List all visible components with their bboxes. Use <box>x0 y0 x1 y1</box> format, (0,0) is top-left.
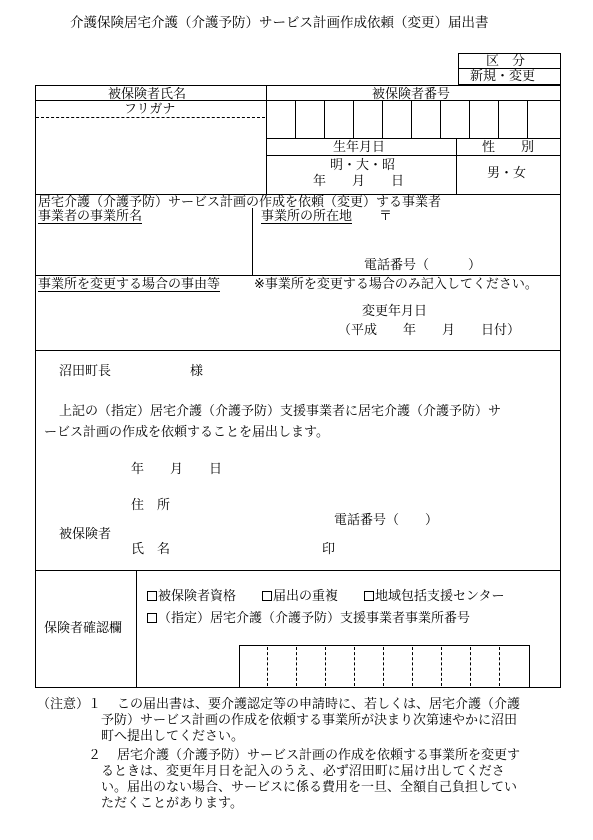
note-1-line-1: この届出書は、要介護認定等の申請時に、若しくは、居宅介護（介護 <box>117 697 521 712</box>
insured-number-field[interactable] <box>267 101 560 137</box>
checkbox-icon[interactable] <box>147 591 157 601</box>
office-address-label: 事業所の所在地 <box>261 209 353 224</box>
declarant-phone[interactable]: 電話番号（ ） <box>334 513 439 528</box>
postal-mark: 〒 <box>379 209 393 224</box>
check-support-center[interactable]: 地域包括支援センター <box>364 590 504 603</box>
note-1-line-2: 予防）サービス計画の作成を依頼する事業所が決まり次第速やかに沼田 <box>101 713 518 728</box>
category-label: 区 分 <box>486 54 526 69</box>
address-label: 住 所 <box>131 498 171 513</box>
checkbox-icon[interactable] <box>147 613 157 623</box>
note-2-line-4: ただくことがあります。 <box>101 796 243 811</box>
era-options[interactable]: 明・大・昭 <box>330 158 396 173</box>
note-2-line-3: い。届出のない場合、サービスに係る費用を一旦、全額自己負担してい <box>101 780 518 795</box>
category-value[interactable]: 新規・変更 <box>470 69 536 84</box>
note-1-number: １ <box>88 697 102 712</box>
sex-label: 性 別 <box>482 140 535 155</box>
addressee: 沼田町長 <box>59 364 112 379</box>
declarant-name-label: 氏 名 <box>131 542 171 557</box>
check-duplicate[interactable]: 届出の重複 <box>262 590 338 603</box>
main-table-top <box>35 85 561 86</box>
confirm-label: 保険者確認欄 <box>44 621 123 636</box>
insured-number-label: 被保険者番号 <box>372 87 451 102</box>
furigana-label: フリガナ <box>124 102 176 117</box>
insured-label: 被保険者 <box>59 527 112 542</box>
form-title: 介護保険居宅介護（介護予防）サービス計画作成依頼（変更）届出書 <box>70 15 489 31</box>
insured-name-label: 被保険者氏名 <box>108 87 187 102</box>
change-reason-field[interactable] <box>37 295 337 347</box>
change-reason-label: 事業所を変更する場合の事由等 <box>38 277 221 292</box>
check-insured-qualification[interactable]: 被保険者資格 <box>147 590 236 603</box>
declaration-line-1: 上記の（指定）居宅介護（介護予防）支援事業者に居宅介護（介護予防）サ <box>59 404 502 419</box>
sex-options[interactable]: 男・女 <box>487 166 527 181</box>
change-date-value[interactable]: （平成 年 月 日付） <box>338 323 521 338</box>
birth-date-label: 生年月日 <box>333 140 386 155</box>
seal-mark: 印 <box>322 542 336 557</box>
check-provider-number[interactable]: （指定）居宅介護（介護予防）支援事業者事業所番号 <box>147 612 470 625</box>
note-1-line-3: 町へ提出してください。 <box>101 729 245 744</box>
provider-heading: 居宅介護（介護予防）サービス計画の作成を依頼（変更）する事業者 <box>38 195 442 210</box>
checkbox-icon[interactable] <box>262 591 272 601</box>
declaration-date[interactable]: 年 月 日 <box>131 462 223 477</box>
birth-date-ymd[interactable]: 年 月 日 <box>313 174 405 189</box>
office-address-field[interactable] <box>254 225 559 255</box>
notes-label: （注意） <box>37 697 90 712</box>
declaration-line-2: ービス計画の作成を依頼することを届出します。 <box>44 425 329 440</box>
main-table-right <box>560 85 561 687</box>
office-phone[interactable]: 電話番号（ ） <box>364 258 482 273</box>
note-2-number: ２ <box>88 748 102 763</box>
change-date-label: 変更年月日 <box>362 304 428 319</box>
insured-name-field[interactable] <box>37 119 265 193</box>
change-note: ※事業所を変更する場合のみ記入してください。 <box>254 277 538 292</box>
checkbox-icon[interactable] <box>364 591 374 601</box>
honorific: 様 <box>190 364 204 379</box>
provider-number-box[interactable] <box>239 645 530 688</box>
office-name-label: 事業者の事業所名 <box>38 209 143 224</box>
note-2-line-2: るときは、変更年月日を記入のうえ、必ず沼田町に届け出してくださ <box>101 764 505 779</box>
main-table-left <box>35 85 36 687</box>
note-2-line-1: 居宅介護（介護予防）サービス計画の作成を依頼する事業所を変更す <box>117 748 521 763</box>
office-name-field[interactable] <box>37 225 251 274</box>
